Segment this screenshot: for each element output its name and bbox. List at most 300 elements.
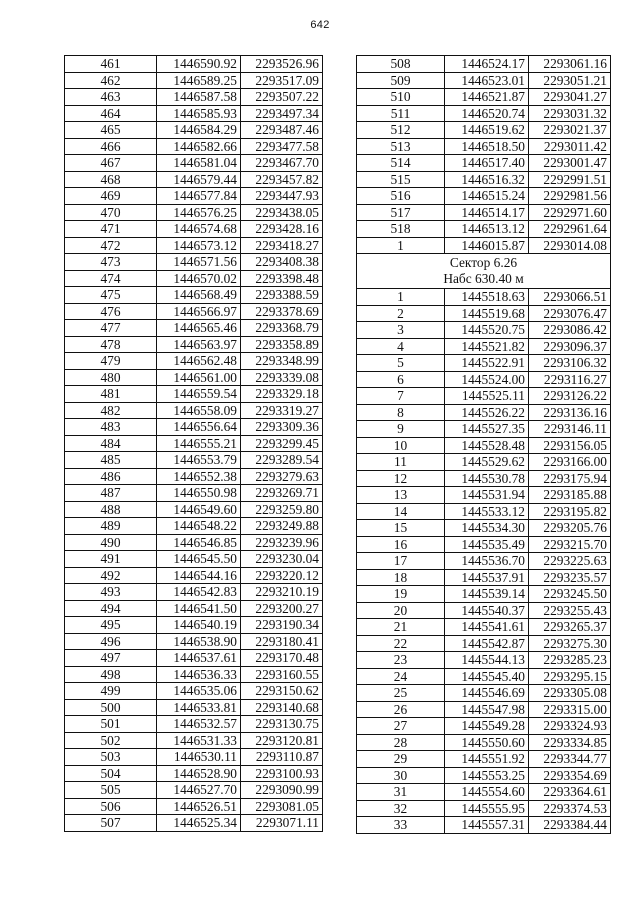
point-number-cell: 10 <box>357 437 445 454</box>
table-row <box>65 765 323 782</box>
table-row <box>357 289 611 306</box>
point-number-cell: 33 <box>357 817 445 834</box>
y-coordinate-cell: 2293497.34 <box>241 105 323 122</box>
y-coordinate-cell: 2293150.62 <box>241 683 323 700</box>
x-coordinate-cell: 1445553.25 <box>445 767 529 784</box>
y-coordinate-cell: 2293354.69 <box>529 767 611 784</box>
x-coordinate-cell: 1445542.87 <box>445 635 529 652</box>
y-coordinate-cell: 2293378.69 <box>241 303 323 320</box>
point-number-cell: 18 <box>357 569 445 586</box>
table-row <box>357 619 611 636</box>
x-coordinate-cell: 1446589.25 <box>157 72 241 89</box>
point-number-cell: 25 <box>357 685 445 702</box>
page-number: 642 <box>310 19 330 31</box>
table-row <box>357 388 611 405</box>
x-coordinate-cell: 1446585.93 <box>157 105 241 122</box>
sector-title: Сектор 6.26 <box>449 255 518 270</box>
sector-header <box>357 254 611 289</box>
x-coordinate-cell: 1446546.85 <box>157 534 241 551</box>
table-row <box>65 270 323 287</box>
table-row <box>65 617 323 634</box>
table-row <box>65 567 323 584</box>
point-number-cell: 481 <box>65 386 157 403</box>
y-coordinate-cell: 2292981.56 <box>529 188 611 205</box>
x-coordinate-cell: 1446518.50 <box>445 138 529 155</box>
table-row <box>357 487 611 504</box>
y-coordinate-cell: 2293041.27 <box>529 89 611 106</box>
table-row <box>357 338 611 355</box>
table-row <box>65 138 323 155</box>
table-row <box>65 732 323 749</box>
point-number-cell: 485 <box>65 452 157 469</box>
table-row <box>357 767 611 784</box>
x-coordinate-cell: 1446566.97 <box>157 303 241 320</box>
x-coordinate-cell: 1446536.33 <box>157 666 241 683</box>
table-row <box>357 138 611 155</box>
point-number-cell: 502 <box>65 732 157 749</box>
point-number-cell: 471 <box>65 221 157 238</box>
point-number-cell: 24 <box>357 668 445 685</box>
coordinates-table-right-top <box>357 56 611 254</box>
x-coordinate-cell: 1445529.62 <box>445 454 529 471</box>
point-number-cell: 23 <box>357 652 445 669</box>
x-coordinate-cell: 1445549.28 <box>445 718 529 735</box>
table-row <box>65 468 323 485</box>
y-coordinate-cell: 2293477.58 <box>241 138 323 155</box>
x-coordinate-cell: 1446568.49 <box>157 287 241 304</box>
table-row <box>357 404 611 421</box>
y-coordinate-cell: 2293235.57 <box>529 569 611 586</box>
table-row <box>357 188 611 205</box>
point-number-cell: 9 <box>357 421 445 438</box>
x-coordinate-cell: 1446516.32 <box>445 171 529 188</box>
table-row <box>65 89 323 106</box>
y-coordinate-cell: 2293299.45 <box>241 435 323 452</box>
point-number-cell: 466 <box>65 138 157 155</box>
table-row <box>357 569 611 586</box>
x-coordinate-cell: 1446517.40 <box>445 155 529 172</box>
x-coordinate-cell: 1445539.14 <box>445 586 529 603</box>
table-row <box>65 485 323 502</box>
table-row <box>357 221 611 238</box>
table-row <box>357 421 611 438</box>
point-number-cell: 488 <box>65 501 157 518</box>
sector-header-row <box>357 254 611 289</box>
x-coordinate-cell: 1446584.29 <box>157 122 241 139</box>
y-coordinate-cell: 2293517.09 <box>241 72 323 89</box>
y-coordinate-cell: 2293051.21 <box>529 72 611 89</box>
table-row <box>357 122 611 139</box>
x-coordinate-cell: 1446538.90 <box>157 633 241 650</box>
table-row <box>65 56 323 73</box>
x-coordinate-cell: 1446528.90 <box>157 765 241 782</box>
y-coordinate-cell: 2293285.23 <box>529 652 611 669</box>
table-row <box>357 784 611 801</box>
x-coordinate-cell: 1446553.79 <box>157 452 241 469</box>
table-row <box>65 320 323 337</box>
y-coordinate-cell: 2293467.70 <box>241 155 323 172</box>
point-number-cell: 15 <box>357 520 445 537</box>
x-coordinate-cell: 1446545.50 <box>157 551 241 568</box>
y-coordinate-cell: 2293081.05 <box>241 798 323 815</box>
y-coordinate-cell: 2292991.51 <box>529 171 611 188</box>
point-number-cell: 477 <box>65 320 157 337</box>
x-coordinate-cell: 1446576.25 <box>157 204 241 221</box>
y-coordinate-cell: 2293061.16 <box>529 56 611 73</box>
y-coordinate-cell: 2293190.34 <box>241 617 323 634</box>
table-row <box>65 105 323 122</box>
point-number-cell: 486 <box>65 468 157 485</box>
x-coordinate-cell: 1446524.17 <box>445 56 529 73</box>
x-coordinate-cell: 1446571.56 <box>157 254 241 271</box>
point-number-cell: 501 <box>65 716 157 733</box>
y-coordinate-cell: 2293100.93 <box>241 765 323 782</box>
x-coordinate-cell: 1446548.22 <box>157 518 241 535</box>
x-coordinate-cell: 1445526.22 <box>445 404 529 421</box>
point-number-cell: 6 <box>357 371 445 388</box>
point-number-cell: 491 <box>65 551 157 568</box>
x-coordinate-cell: 1445536.70 <box>445 553 529 570</box>
coordinates-table-right <box>356 55 611 834</box>
point-number-cell: 498 <box>65 666 157 683</box>
y-coordinate-cell: 2293166.00 <box>529 454 611 471</box>
y-coordinate-cell: 2293136.16 <box>529 404 611 421</box>
x-coordinate-cell: 1445518.63 <box>445 289 529 306</box>
table-row <box>357 454 611 471</box>
table-row <box>357 734 611 751</box>
table-row <box>65 600 323 617</box>
y-coordinate-cell: 2293021.37 <box>529 122 611 139</box>
coordinates-table-left-body <box>65 56 323 832</box>
y-coordinate-cell: 2293066.51 <box>529 289 611 306</box>
x-coordinate-cell: 1446562.48 <box>157 353 241 370</box>
y-coordinate-cell: 2293388.59 <box>241 287 323 304</box>
x-coordinate-cell: 1446533.81 <box>157 699 241 716</box>
x-coordinate-cell: 1445527.35 <box>445 421 529 438</box>
x-coordinate-cell: 1446590.92 <box>157 56 241 73</box>
y-coordinate-cell: 2293384.44 <box>529 817 611 834</box>
x-coordinate-cell: 1446587.58 <box>157 89 241 106</box>
table-row <box>65 683 323 700</box>
table-row <box>65 237 323 254</box>
x-coordinate-cell: 1446558.09 <box>157 402 241 419</box>
table-row <box>357 322 611 339</box>
y-coordinate-cell: 2293225.63 <box>529 553 611 570</box>
y-coordinate-cell: 2293487.46 <box>241 122 323 139</box>
y-coordinate-cell: 2293334.85 <box>529 734 611 751</box>
point-number-cell: 476 <box>65 303 157 320</box>
x-coordinate-cell: 1446520.74 <box>445 105 529 122</box>
point-number-cell: 4 <box>357 338 445 355</box>
point-number-cell: 514 <box>357 155 445 172</box>
y-coordinate-cell: 2293249.88 <box>241 518 323 535</box>
x-coordinate-cell: 1446513.12 <box>445 221 529 238</box>
table-row <box>357 586 611 603</box>
table-row <box>357 56 611 73</box>
y-coordinate-cell: 2293295.15 <box>529 668 611 685</box>
y-coordinate-cell: 2293457.82 <box>241 171 323 188</box>
point-number-cell: 31 <box>357 784 445 801</box>
x-coordinate-cell: 1446561.00 <box>157 369 241 386</box>
y-coordinate-cell: 2293175.94 <box>529 470 611 487</box>
x-coordinate-cell: 1446550.98 <box>157 485 241 502</box>
point-number-cell: 1 <box>357 237 445 254</box>
table-row <box>65 402 323 419</box>
y-coordinate-cell: 2293160.55 <box>241 666 323 683</box>
point-number-cell: 463 <box>65 89 157 106</box>
point-number-cell: 495 <box>65 617 157 634</box>
y-coordinate-cell: 2293324.93 <box>529 718 611 735</box>
y-coordinate-cell: 2293215.70 <box>529 536 611 553</box>
y-coordinate-cell: 2293269.71 <box>241 485 323 502</box>
table-row <box>65 254 323 271</box>
x-coordinate-cell: 1446565.46 <box>157 320 241 337</box>
table-row <box>65 633 323 650</box>
point-number-cell: 484 <box>65 435 157 452</box>
x-coordinate-cell: 1445524.00 <box>445 371 529 388</box>
x-coordinate-cell: 1445534.30 <box>445 520 529 537</box>
y-coordinate-cell: 2293398.48 <box>241 270 323 287</box>
table-row <box>357 371 611 388</box>
x-coordinate-cell: 1445547.98 <box>445 701 529 718</box>
y-coordinate-cell: 2293344.77 <box>529 751 611 768</box>
table-row <box>357 718 611 735</box>
table-row <box>65 188 323 205</box>
x-coordinate-cell: 1446526.51 <box>157 798 241 815</box>
y-coordinate-cell: 2293090.99 <box>241 782 323 799</box>
y-coordinate-cell: 2293156.05 <box>529 437 611 454</box>
y-coordinate-cell: 2293265.37 <box>529 619 611 636</box>
table-row <box>65 452 323 469</box>
point-number-cell: 516 <box>357 188 445 205</box>
point-number-cell: 494 <box>65 600 157 617</box>
x-coordinate-cell: 1446542.83 <box>157 584 241 601</box>
table-row <box>65 699 323 716</box>
point-number-cell: 1 <box>357 289 445 306</box>
table-row <box>357 72 611 89</box>
table-row <box>65 122 323 139</box>
table-row <box>65 221 323 238</box>
y-coordinate-cell: 2293106.32 <box>529 355 611 372</box>
x-coordinate-cell: 1446581.04 <box>157 155 241 172</box>
x-coordinate-cell: 1446540.19 <box>157 617 241 634</box>
sector-subtitle: Набс 630.40 м <box>443 271 524 286</box>
y-coordinate-cell: 2293255.43 <box>529 602 611 619</box>
table-row <box>65 782 323 799</box>
point-number-cell: 512 <box>357 122 445 139</box>
point-number-cell: 27 <box>357 718 445 735</box>
y-coordinate-cell: 2293205.76 <box>529 520 611 537</box>
table-row <box>65 435 323 452</box>
y-coordinate-cell: 2292971.60 <box>529 204 611 221</box>
y-coordinate-cell: 2293526.96 <box>241 56 323 73</box>
x-coordinate-cell: 1446530.11 <box>157 749 241 766</box>
y-coordinate-cell: 2293374.53 <box>529 800 611 817</box>
point-number-cell: 473 <box>65 254 157 271</box>
point-number-cell: 464 <box>65 105 157 122</box>
y-coordinate-cell: 2293348.99 <box>241 353 323 370</box>
point-number-cell: 479 <box>65 353 157 370</box>
x-coordinate-cell: 1446555.21 <box>157 435 241 452</box>
point-number-cell: 461 <box>65 56 157 73</box>
x-coordinate-cell: 1446523.01 <box>445 72 529 89</box>
y-coordinate-cell: 2293275.30 <box>529 635 611 652</box>
x-coordinate-cell: 1445545.40 <box>445 668 529 685</box>
point-number-cell: 517 <box>357 204 445 221</box>
table-row <box>357 685 611 702</box>
point-number-cell: 487 <box>65 485 157 502</box>
x-coordinate-cell: 1445537.91 <box>445 569 529 586</box>
point-number-cell: 469 <box>65 188 157 205</box>
y-coordinate-cell: 2293230.04 <box>241 551 323 568</box>
table-row <box>357 751 611 768</box>
point-number-cell: 518 <box>357 221 445 238</box>
table-row <box>357 652 611 669</box>
x-coordinate-cell: 1446541.50 <box>157 600 241 617</box>
table-row <box>65 534 323 551</box>
y-coordinate-cell: 2293200.27 <box>241 600 323 617</box>
table-row <box>357 204 611 221</box>
x-coordinate-cell: 1445521.82 <box>445 338 529 355</box>
point-number-cell: 14 <box>357 503 445 520</box>
y-coordinate-cell: 2293239.96 <box>241 534 323 551</box>
x-coordinate-cell: 1446015.87 <box>445 237 529 254</box>
x-coordinate-cell: 1445557.31 <box>445 817 529 834</box>
point-number-cell: 21 <box>357 619 445 636</box>
x-coordinate-cell: 1446519.62 <box>445 122 529 139</box>
point-number-cell: 499 <box>65 683 157 700</box>
point-number-cell: 16 <box>357 536 445 553</box>
x-coordinate-cell: 1446582.66 <box>157 138 241 155</box>
y-coordinate-cell: 2293146.11 <box>529 421 611 438</box>
x-coordinate-cell: 1446514.17 <box>445 204 529 221</box>
y-coordinate-cell: 2293329.18 <box>241 386 323 403</box>
point-number-cell: 493 <box>65 584 157 601</box>
table-row <box>65 815 323 832</box>
y-coordinate-cell: 2293011.42 <box>529 138 611 155</box>
table-row <box>357 437 611 454</box>
y-coordinate-cell: 2293364.61 <box>529 784 611 801</box>
x-coordinate-cell: 1445528.48 <box>445 437 529 454</box>
coordinates-table-left <box>64 55 323 832</box>
table-row <box>65 303 323 320</box>
table-row <box>357 536 611 553</box>
x-coordinate-cell: 1445535.49 <box>445 536 529 553</box>
point-number-cell: 503 <box>65 749 157 766</box>
table-row <box>357 155 611 172</box>
y-coordinate-cell: 2293259.80 <box>241 501 323 518</box>
x-coordinate-cell: 1445555.95 <box>445 800 529 817</box>
point-number-cell: 509 <box>357 72 445 89</box>
y-coordinate-cell: 2293289.54 <box>241 452 323 469</box>
x-coordinate-cell: 1445540.37 <box>445 602 529 619</box>
table-row <box>357 701 611 718</box>
y-coordinate-cell: 2293447.93 <box>241 188 323 205</box>
point-number-cell: 12 <box>357 470 445 487</box>
point-number-cell: 497 <box>65 650 157 667</box>
point-number-cell: 8 <box>357 404 445 421</box>
point-number-cell: 2 <box>357 305 445 322</box>
table-row <box>357 105 611 122</box>
x-coordinate-cell: 1445551.92 <box>445 751 529 768</box>
y-coordinate-cell: 2293210.19 <box>241 584 323 601</box>
table-row <box>65 386 323 403</box>
point-number-cell: 511 <box>357 105 445 122</box>
table-row <box>357 237 611 254</box>
point-number-cell: 11 <box>357 454 445 471</box>
table-row <box>65 551 323 568</box>
x-coordinate-cell: 1445530.78 <box>445 470 529 487</box>
y-coordinate-cell: 2293368.79 <box>241 320 323 337</box>
point-number-cell: 468 <box>65 171 157 188</box>
table-row <box>357 553 611 570</box>
x-coordinate-cell: 1446570.02 <box>157 270 241 287</box>
table-row <box>357 635 611 652</box>
table-row <box>65 501 323 518</box>
x-coordinate-cell: 1445522.91 <box>445 355 529 372</box>
x-coordinate-cell: 1445541.61 <box>445 619 529 636</box>
point-number-cell: 29 <box>357 751 445 768</box>
x-coordinate-cell: 1446521.87 <box>445 89 529 106</box>
x-coordinate-cell: 1445533.12 <box>445 503 529 520</box>
y-coordinate-cell: 2293116.27 <box>529 371 611 388</box>
point-number-cell: 496 <box>65 633 157 650</box>
y-coordinate-cell: 2293126.22 <box>529 388 611 405</box>
y-coordinate-cell: 2293180.41 <box>241 633 323 650</box>
y-coordinate-cell: 2293309.36 <box>241 419 323 436</box>
x-coordinate-cell: 1446552.38 <box>157 468 241 485</box>
point-number-cell: 470 <box>65 204 157 221</box>
y-coordinate-cell: 2293438.05 <box>241 204 323 221</box>
point-number-cell: 505 <box>65 782 157 799</box>
x-coordinate-cell: 1446537.61 <box>157 650 241 667</box>
table-row <box>65 369 323 386</box>
point-number-cell: 30 <box>357 767 445 784</box>
table-row <box>357 171 611 188</box>
x-coordinate-cell: 1445525.11 <box>445 388 529 405</box>
point-number-cell: 19 <box>357 586 445 603</box>
table-row <box>357 89 611 106</box>
table-row <box>65 155 323 172</box>
y-coordinate-cell: 2293031.32 <box>529 105 611 122</box>
x-coordinate-cell: 1446579.44 <box>157 171 241 188</box>
table-row <box>357 800 611 817</box>
point-number-cell: 489 <box>65 518 157 535</box>
point-number-cell: 5 <box>357 355 445 372</box>
y-coordinate-cell: 2293507.22 <box>241 89 323 106</box>
table-row <box>65 666 323 683</box>
y-coordinate-cell: 2293428.16 <box>241 221 323 238</box>
point-number-cell: 490 <box>65 534 157 551</box>
table-row <box>357 355 611 372</box>
y-coordinate-cell: 2293110.87 <box>241 749 323 766</box>
point-number-cell: 26 <box>357 701 445 718</box>
table-row <box>65 72 323 89</box>
y-coordinate-cell: 2293086.42 <box>529 322 611 339</box>
table-row <box>65 204 323 221</box>
x-coordinate-cell: 1446559.54 <box>157 386 241 403</box>
y-coordinate-cell: 2293185.88 <box>529 487 611 504</box>
point-number-cell: 478 <box>65 336 157 353</box>
x-coordinate-cell: 1445520.75 <box>445 322 529 339</box>
x-coordinate-cell: 1445554.60 <box>445 784 529 801</box>
x-coordinate-cell: 1446515.24 <box>445 188 529 205</box>
x-coordinate-cell: 1446531.33 <box>157 732 241 749</box>
y-coordinate-cell: 2293358.89 <box>241 336 323 353</box>
y-coordinate-cell: 2293096.37 <box>529 338 611 355</box>
point-number-cell: 513 <box>357 138 445 155</box>
table-row <box>357 470 611 487</box>
